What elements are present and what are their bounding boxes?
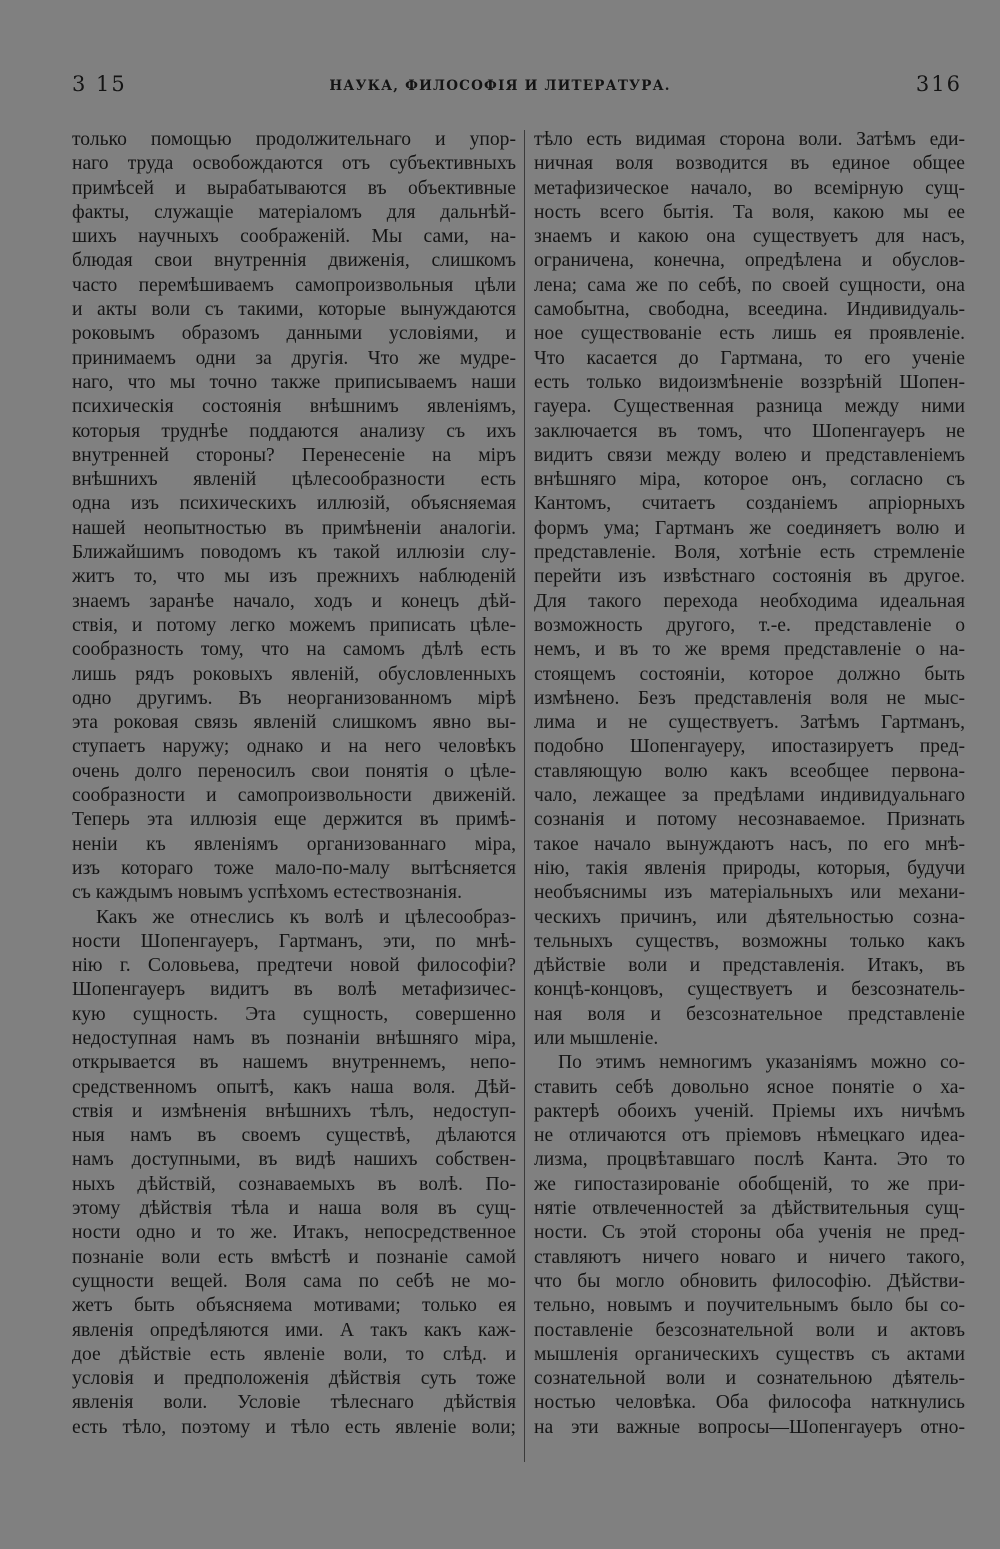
page-header bbox=[0, 72, 1000, 106]
text-line: заключается въ томъ, что Шопенгауеръ не bbox=[534, 420, 965, 442]
text-line: тельно, новымъ и поучительнымъ было бы со- bbox=[534, 1295, 965, 1317]
text-line: нятіе отвлеченностей за дѣйствительныя сущ- bbox=[534, 1198, 965, 1220]
text-line: шихъ научныхъ соображеній. Мы сами, на- bbox=[72, 226, 516, 248]
text-line: явленія опредѣляются ими. А такъ какъ каж- bbox=[72, 1319, 516, 1341]
text-line: блюдая свои внутреннія движенія, слишкомъ bbox=[72, 250, 516, 272]
text-line: чало, лежащее за предѣлами индивидуальнаго bbox=[534, 785, 965, 807]
text-line: нію г. Соловьева, предтечи новой философіи? bbox=[72, 955, 516, 977]
text-line: Теперь эта иллюзія еще держится въ примѣ- bbox=[72, 809, 516, 831]
text-line: съ каждымъ новымъ успѣхомъ естествознанія. bbox=[72, 882, 462, 904]
text-line: которыя труднѣе поддаются анализу съ ихъ bbox=[72, 420, 516, 442]
text-line: ная воля и безсознательное представленіе bbox=[534, 1003, 965, 1025]
text-line: открывается въ нашемъ внутреннемъ, непо- bbox=[72, 1052, 516, 1074]
text-line: поставленіе безсознательной воли и актовъ bbox=[534, 1319, 965, 1341]
text-line: внѣшнихъ явленій цѣлесообразности есть bbox=[72, 469, 516, 491]
text-line: тѣло есть видимая сторона воли. Затѣмъ еди- bbox=[534, 129, 965, 150]
text-line: Что касается до Гартмана, то его ученіе bbox=[534, 347, 965, 369]
text-line: принимаемъ одни за другія. Что же мудре- bbox=[72, 347, 516, 369]
text-line: примѣсей и вырабатываются въ объективные bbox=[72, 177, 516, 199]
text-line: стоящемъ состояніи, которое должно быть bbox=[534, 663, 965, 685]
text-line: одно другимъ. Въ неорганизованномъ мірѣ bbox=[72, 687, 516, 709]
text-line: сущности вещей. Воля сама по себѣ не мо- bbox=[72, 1270, 516, 1292]
text-line: формъ ума; Гартманъ же соединяетъ волю и bbox=[534, 517, 965, 539]
running-title: НАУКА, ФИЛОСОФІЯ И ЛИТЕРАТУРА. bbox=[329, 78, 671, 94]
right-text-column bbox=[534, 128, 965, 1440]
text-line: Какъ же отнеслись къ волѣ и цѣлесообраз- bbox=[96, 906, 516, 928]
text-line: ставляютъ ничего новаго и ничего такого, bbox=[534, 1246, 965, 1268]
text-line: такое начало вынуждаютъ насъ, по его мнѣ- bbox=[534, 833, 965, 855]
text-line: нашей неопытностью въ примѣненіи аналогіи. bbox=[72, 517, 516, 539]
text-line: концѣ-концовъ, существуетъ и безсознатель- bbox=[534, 979, 965, 1001]
text-line: ничная воля возводится въ единое общее bbox=[534, 153, 965, 175]
text-line: ствія и измѣненія внѣшнихъ тѣлъ, недоступ- bbox=[72, 1100, 516, 1122]
text-line: наго, что мы точно также приписываемъ наши bbox=[72, 371, 516, 393]
text-line: познаніе воли есть вмѣстѣ и познаніе самой bbox=[72, 1246, 516, 1268]
text-line: измѣнено. Безъ представленія воля не мыс- bbox=[534, 687, 965, 709]
text-line: метафизическое начало, во всемірную сущ- bbox=[534, 177, 965, 199]
text-line: дое дѣйствіе есть явленіе воли, то слѣд. и bbox=[72, 1343, 516, 1365]
text-line: неніи къ явленіямъ организованнаго міра, bbox=[72, 833, 516, 855]
text-line: этому дѣйствія тѣла и наша воля въ сущ- bbox=[72, 1198, 516, 1220]
text-line: Для такого перехода необходима идеальная bbox=[534, 590, 965, 612]
text-line: необъяснимы изъ матеріальныхъ или механи- bbox=[534, 882, 965, 904]
text-line: есть тѣло, поэтому и тѣло есть явленіе воли; bbox=[72, 1416, 516, 1438]
text-line: сообразность тому, что на самомъ дѣлѣ есть bbox=[72, 639, 516, 661]
text-line: часто перемѣшиваемъ самопроизвольныя цѣли bbox=[72, 274, 516, 296]
text-line: ности одно и то же. Итакъ, непосредственное bbox=[72, 1222, 516, 1244]
text-line: факты, служащіе матеріаломъ для дальнѣй- bbox=[72, 201, 516, 223]
page-number-right: 316 bbox=[915, 72, 962, 96]
text-line: на эти важные вопросы—Шопенгауеръ отно- bbox=[534, 1416, 965, 1438]
text-line: ныхъ дѣйствій, сознаваемыхъ въ волѣ. По- bbox=[72, 1173, 516, 1195]
text-line: ное существованіе есть лишь ея проявленіе. bbox=[534, 323, 965, 345]
page-number-left: 3 15 bbox=[72, 72, 127, 96]
text-line: рактерѣ обоихъ ученій. Пріемы ихъ ничѣмъ bbox=[534, 1100, 965, 1122]
text-line: ностью человѣка. Оба философа наткнулись bbox=[534, 1392, 965, 1414]
text-line: гауера. Существенная разница между ними bbox=[534, 396, 965, 418]
text-line: подобно Шопенгауеру, ипостазируетъ пред- bbox=[534, 736, 965, 758]
text-line: одна изъ психическихъ иллюзій, объясняемая bbox=[72, 493, 516, 515]
text-line: изъ котораго тоже мало-по-малу вытѣсняется bbox=[72, 857, 516, 879]
text-line: представленіе. Воля, хотѣніе есть стремленіе bbox=[534, 542, 965, 564]
text-line: Ближайшимъ поводомъ къ такой иллюзіи слу- bbox=[72, 542, 516, 564]
text-line: дѣйствіе воли и представленія. Итакъ, въ bbox=[534, 955, 965, 977]
text-line: немъ, и въ то же время представленіе о на- bbox=[534, 639, 965, 661]
text-line: есть только видоизмѣненіе воззрѣній Шопен- bbox=[534, 371, 965, 393]
left-text-column bbox=[72, 128, 516, 1440]
text-line: же гипостазированіе обобщеній, то же при- bbox=[534, 1173, 965, 1195]
text-line: возможность другого, т.-е. представленіе о bbox=[534, 614, 965, 636]
text-line: сознательной воли и сознательною дѣятель- bbox=[534, 1368, 965, 1390]
text-line: условія и предположенія дѣйствія суть тоже bbox=[72, 1368, 516, 1390]
text-line: очень долго переносилъ свои понятія о цѣле- bbox=[72, 760, 516, 782]
text-line: лена; сама же по себѣ, по своей сущности, она bbox=[534, 274, 965, 296]
text-line: психическія состоянія внѣшнимъ явленіямъ, bbox=[72, 396, 516, 418]
text-line: что бы могло обновить философію. Дѣйстви- bbox=[534, 1270, 965, 1292]
text-line: знаемъ и какою она существуетъ для насъ, bbox=[534, 226, 965, 248]
text-line: нію, такія явленія природы, которыя, будучи bbox=[534, 857, 965, 879]
text-line: роковымъ образомъ данными условіями, и bbox=[72, 323, 516, 345]
text-line: лима и не существуетъ. Затѣмъ Гартманъ, bbox=[534, 712, 965, 734]
text-line: только помощью продолжительнаго и упор- bbox=[72, 129, 516, 150]
text-line: знаемъ заранѣе начало, ходъ и конецъ дѣй- bbox=[72, 590, 516, 612]
text-line: ставляющую волю какъ всеобщее первона- bbox=[534, 760, 965, 782]
text-line: кую сущность. Эта сущность, совершенно bbox=[72, 1003, 516, 1025]
text-line: ствія, и потому легко можемъ приписать цѣле- bbox=[72, 614, 516, 636]
text-line: лишь рядъ роковыхъ явленій, обусловленныхъ bbox=[72, 663, 516, 685]
text-line: эта роковая связь явленій слишкомъ явно вы- bbox=[72, 712, 516, 734]
text-line: ности. Съ этой стороны оба ученія не пред- bbox=[534, 1222, 965, 1244]
column-divider bbox=[524, 130, 525, 1462]
text-line: ныя намъ въ своемъ существѣ, дѣлаются bbox=[72, 1125, 516, 1147]
text-line: лизма, процвѣтавшаго послѣ Канта. Это то bbox=[534, 1149, 965, 1171]
text-line: внѣшняго міра, которое онъ, согласно съ bbox=[534, 469, 965, 491]
text-line: ставить себѣ довольно ясное понятіе о ха- bbox=[534, 1076, 965, 1098]
text-line: или мышленіе. bbox=[534, 1027, 659, 1049]
text-line: Кантомъ, считаетъ созданіемъ апріорныхъ bbox=[534, 493, 965, 515]
text-line: ности Шопенгауеръ, Гартманъ, эти, по мнѣ- bbox=[72, 930, 516, 952]
text-line: ограничена, конечна, опредѣлена и обуслов- bbox=[534, 250, 965, 272]
text-line: Шопенгауеръ видитъ въ волѣ метафизичес- bbox=[72, 979, 516, 1001]
text-line: мышленія органическихъ существъ съ актами bbox=[534, 1343, 965, 1365]
text-line: сообразности и самопроизвольности движеній. bbox=[72, 785, 516, 807]
text-line: средственномъ опытѣ, какъ наша воля. Дѣй- bbox=[72, 1076, 516, 1098]
text-line: тельныхъ существъ, возможны только какъ bbox=[534, 930, 965, 952]
text-line: и акты воли съ такими, которые вынуждаются bbox=[72, 299, 516, 321]
text-line: сознанія и потому несознаваемое. Признать bbox=[534, 809, 965, 831]
text-line: самобытна, свободна, всеедина. Индивидуаль- bbox=[534, 299, 965, 321]
text-line: ческихъ причинъ, или дѣятельностью созна- bbox=[534, 906, 965, 928]
text-line: явленія воли. Условіе тѣлеснаго дѣйствія bbox=[72, 1392, 516, 1414]
text-line: ность всего бытія. Та воля, какою мы ее bbox=[534, 201, 965, 223]
text-line: видитъ связи между волею и представленіемъ bbox=[534, 444, 965, 466]
text-line: намъ доступными, въ видѣ нашихъ собствен- bbox=[72, 1149, 516, 1171]
text-line: жетъ быть объясняема мотивами; только ея bbox=[72, 1295, 516, 1317]
text-line: недоступная намъ въ познаніи внѣшняго міра, bbox=[72, 1027, 516, 1049]
text-line: наго труда освобождаются отъ субъективныхъ bbox=[72, 153, 516, 175]
text-line: По этимъ немногимъ указаніямъ можно со- bbox=[558, 1052, 965, 1074]
text-line: ступаетъ наружу; однако и на него человѣкъ bbox=[72, 736, 516, 758]
text-line: внутренней стороны? Перенесеніе на міръ bbox=[72, 444, 516, 466]
text-line: не отличаются отъ пріемовъ нѣмецкаго идеа- bbox=[534, 1125, 965, 1147]
text-line: перейти изъ извѣстнаго состоянія въ другое. bbox=[534, 566, 965, 588]
text-line: житъ то, что мы изъ прежнихъ наблюденій bbox=[72, 566, 516, 588]
